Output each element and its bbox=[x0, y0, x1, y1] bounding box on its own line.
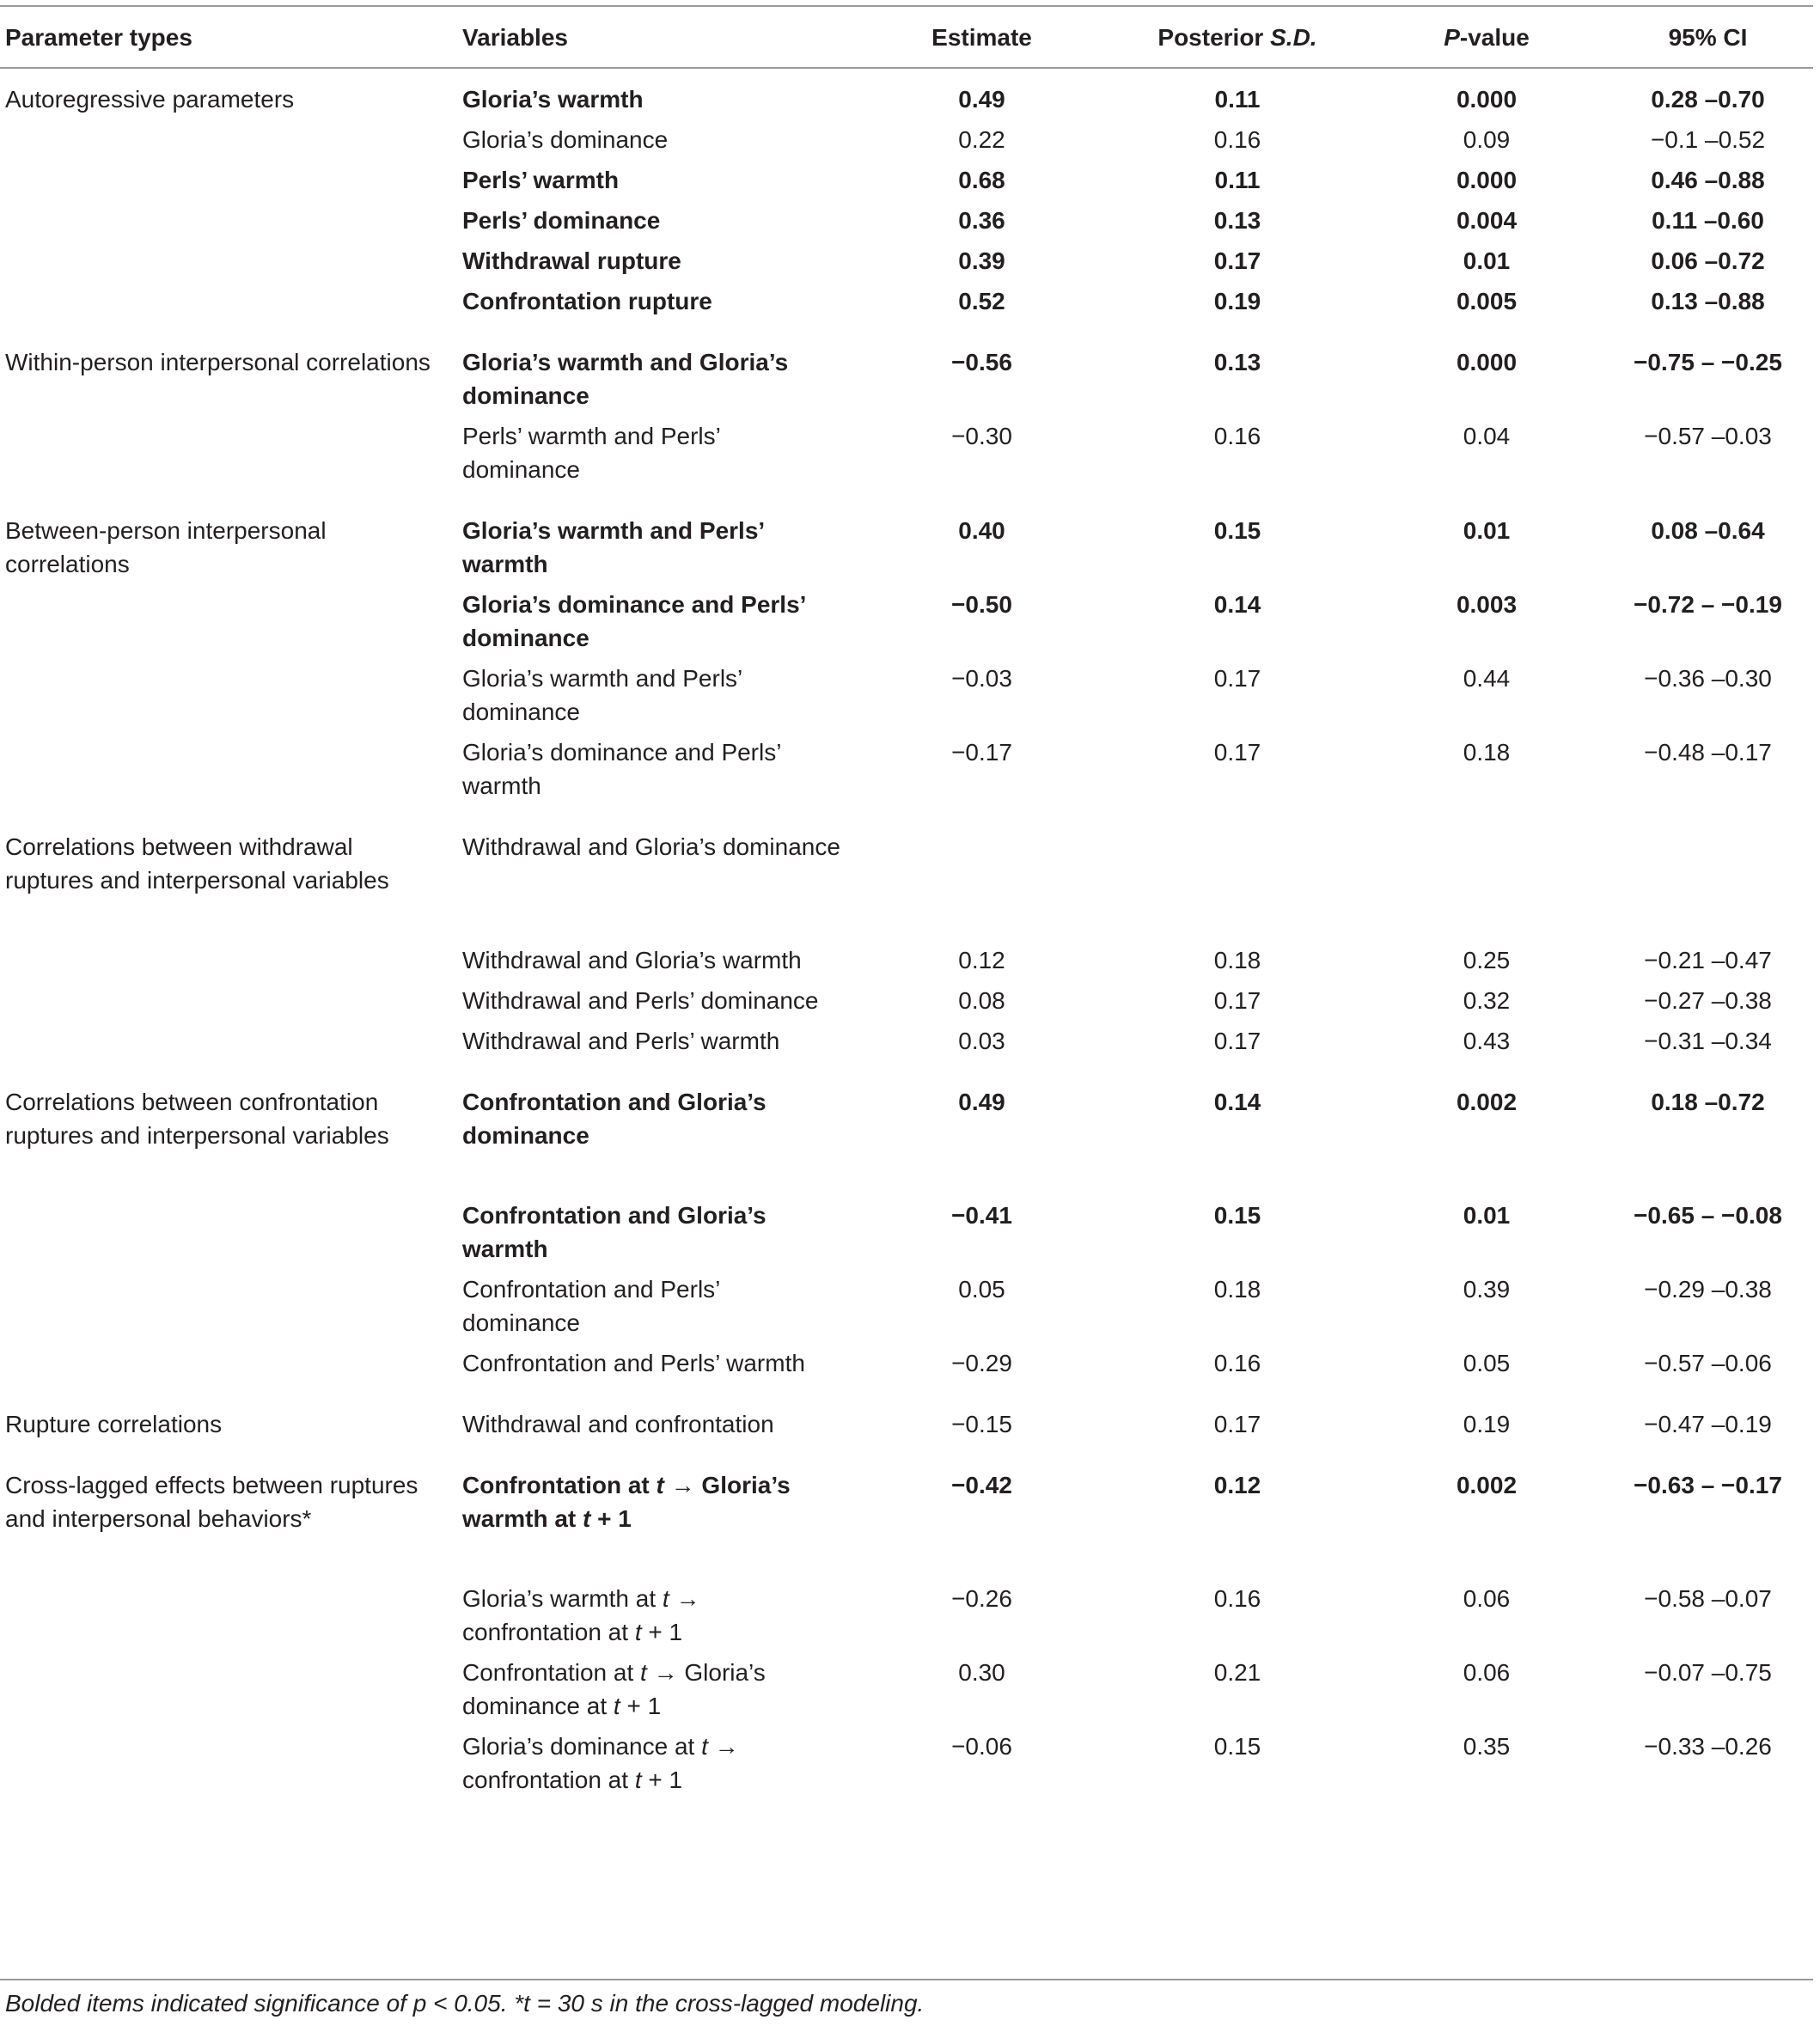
cell-posterior-sd bbox=[1104, 806, 1371, 900]
cell-parameter-type bbox=[0, 1652, 462, 1726]
cell-ci: −0.48 –0.17 bbox=[1644, 739, 1772, 766]
cell-posterior-sd: 0.16 bbox=[1213, 1350, 1261, 1376]
cell-estimate: 0.03 bbox=[958, 1028, 1005, 1054]
table-footnote: Bolded items indicated significance of p < 0.05. *t = 30 s in the cross-lagged modeling. bbox=[5, 1990, 925, 2017]
cell-ci: −0.63 – −0.17 bbox=[1634, 1472, 1782, 1498]
cell-parameter-type bbox=[0, 200, 462, 241]
header-posterior-sd-prefix: Posterior bbox=[1157, 23, 1271, 51]
header-p-value-rest: -value bbox=[1459, 23, 1530, 51]
cell-posterior-sd: 0.11 bbox=[1214, 86, 1261, 113]
cell-ci: 0.11 –0.60 bbox=[1652, 207, 1764, 234]
table-row bbox=[0, 68, 1813, 119]
table-bottom-rule bbox=[0, 1979, 1813, 1980]
cell-parameter-type bbox=[0, 160, 462, 200]
cell-parameter-type: Rupture correlations bbox=[5, 1411, 223, 1437]
cell-ci: −0.47 –0.19 bbox=[1644, 1411, 1772, 1437]
header-estimate: Estimate bbox=[931, 23, 1032, 51]
cell-parameter-type bbox=[0, 980, 462, 1021]
table-body bbox=[0, 68, 1813, 1800]
cell-posterior-sd: 0.14 bbox=[1213, 591, 1261, 618]
cell-parameter-type: Correlations between withdrawal ruptures and interpersonal variables bbox=[5, 833, 389, 894]
cell-variable: Gloria’s dominance bbox=[462, 126, 669, 153]
cell-estimate: 0.08 bbox=[958, 987, 1005, 1014]
cell-parameter-type bbox=[0, 1343, 462, 1383]
cell-posterior-sd: 0.13 bbox=[1213, 207, 1261, 234]
table-row bbox=[0, 732, 1813, 806]
cell-variable: Withdrawal rupture bbox=[462, 247, 681, 274]
table-row bbox=[0, 1061, 1813, 1156]
cell-ci: −0.29 –0.38 bbox=[1644, 1276, 1772, 1303]
cell-ci: −0.33 –0.26 bbox=[1644, 1733, 1772, 1760]
cell-estimate: −0.41 bbox=[951, 1202, 1012, 1229]
cell-p-value bbox=[1371, 806, 1603, 900]
cell-parameter-type: Within-person interpersonal correlations bbox=[5, 349, 431, 375]
cell-estimate: −0.42 bbox=[951, 1472, 1012, 1498]
cell-p-value: 0.002 bbox=[1456, 1089, 1518, 1115]
table-row bbox=[0, 900, 1813, 980]
time-variable: t bbox=[656, 1472, 664, 1498]
results-table bbox=[0, 5, 1813, 1800]
cell-estimate: 0.40 bbox=[958, 517, 1005, 544]
cell-posterior-sd: 0.16 bbox=[1213, 1585, 1261, 1612]
cell-p-value: 0.18 bbox=[1463, 739, 1511, 766]
table-row bbox=[0, 1652, 1813, 1726]
table-row bbox=[0, 1343, 1813, 1383]
cell-ci: −0.72 – −0.19 bbox=[1634, 591, 1782, 618]
cell-parameter-type bbox=[0, 1726, 462, 1800]
cell-parameter-type bbox=[0, 658, 462, 732]
cell-parameter-type bbox=[0, 1021, 462, 1061]
table-row bbox=[0, 1726, 1813, 1800]
cell-estimate: 0.39 bbox=[958, 247, 1005, 274]
cell-ci: 0.13 –0.88 bbox=[1651, 288, 1765, 314]
table-row bbox=[0, 281, 1813, 321]
cell-ci: −0.36 –0.30 bbox=[1644, 665, 1772, 692]
table-row bbox=[0, 241, 1813, 281]
cell-estimate: 0.30 bbox=[958, 1659, 1005, 1686]
table-row bbox=[0, 119, 1813, 160]
cell-variable: Gloria’s dominance and Perls’ dominance bbox=[462, 591, 805, 651]
cell-p-value: 0.35 bbox=[1463, 1733, 1511, 1760]
cell-variable: Confrontation and Gloria’s dominance bbox=[462, 1089, 766, 1149]
cell-posterior-sd: 0.17 bbox=[1213, 987, 1261, 1014]
header-posterior-sd bbox=[1104, 6, 1371, 68]
cell-variable: Confrontation rupture bbox=[462, 288, 712, 314]
table-header bbox=[0, 6, 1813, 68]
cell-estimate: −0.15 bbox=[951, 1411, 1012, 1437]
cell-estimate bbox=[859, 806, 1104, 900]
cell-estimate: −0.03 bbox=[951, 665, 1012, 692]
cell-p-value: 0.01 bbox=[1463, 247, 1511, 274]
cell-estimate: −0.30 bbox=[951, 423, 1012, 449]
cell-ci: −0.75 – −0.25 bbox=[1634, 349, 1782, 375]
cell-p-value: 0.01 bbox=[1463, 517, 1511, 544]
table-row bbox=[0, 1539, 1813, 1652]
cell-ci: −0.57 –0.03 bbox=[1644, 423, 1772, 449]
cell-estimate: 0.12 bbox=[958, 947, 1005, 973]
table-row bbox=[0, 1021, 1813, 1061]
cell-posterior-sd: 0.19 bbox=[1213, 288, 1261, 314]
table-row bbox=[0, 160, 1813, 200]
cell-p-value: 0.000 bbox=[1456, 167, 1518, 193]
cell-variable: Withdrawal and Perls’ warmth bbox=[462, 1028, 780, 1054]
cell-ci: −0.57 –0.06 bbox=[1644, 1350, 1772, 1376]
cell-p-value: 0.19 bbox=[1463, 1411, 1511, 1437]
cell-parameter-type: Between-person interpersonal correlations bbox=[5, 517, 327, 577]
cell-estimate: 0.68 bbox=[958, 167, 1005, 193]
cell-parameter-type bbox=[0, 900, 462, 980]
cell-p-value: 0.002 bbox=[1456, 1472, 1518, 1498]
cell-estimate: −0.56 bbox=[951, 349, 1012, 375]
table-row bbox=[0, 1444, 1813, 1539]
time-variable: t bbox=[634, 1619, 642, 1645]
cell-p-value: 0.01 bbox=[1463, 1202, 1511, 1229]
header-ci: 95% CI bbox=[1668, 23, 1748, 51]
cell-parameter-type bbox=[0, 1539, 462, 1652]
cell-posterior-sd: 0.18 bbox=[1213, 1276, 1261, 1303]
cell-estimate: −0.50 bbox=[951, 591, 1012, 618]
cell-variable: Gloria’s dominance and Perls’ warmth bbox=[462, 739, 781, 799]
cell-variable: Perls’ dominance bbox=[462, 207, 661, 234]
cell-ci: 0.28 –0.70 bbox=[1651, 86, 1765, 113]
table-row bbox=[0, 806, 1813, 900]
cell-p-value: 0.05 bbox=[1463, 1350, 1511, 1376]
cell-p-value: 0.000 bbox=[1456, 86, 1518, 113]
cell-variable: Gloria’s warmth and Perls’ dominance bbox=[462, 665, 742, 725]
cell-variable: Perls’ warmth bbox=[462, 167, 620, 193]
cell-estimate: −0.06 bbox=[951, 1733, 1012, 1760]
cell-variable: Confrontation and Gloria’s warmth bbox=[462, 1202, 766, 1262]
cell-ci: 0.06 –0.72 bbox=[1651, 247, 1765, 274]
cell-estimate: −0.29 bbox=[951, 1350, 1012, 1376]
cell-ci: −0.65 – −0.08 bbox=[1634, 1202, 1782, 1229]
cell-parameter-type bbox=[0, 416, 462, 490]
cell-parameter-type bbox=[0, 584, 462, 658]
cell-variable: Gloria’s warmth bbox=[462, 86, 644, 113]
cell-variable: Withdrawal and Gloria’s dominance bbox=[462, 833, 840, 860]
cell-p-value: 0.25 bbox=[1463, 947, 1511, 973]
cell-p-value: 0.003 bbox=[1456, 591, 1518, 618]
time-variable: t bbox=[640, 1659, 647, 1686]
cell-estimate: −0.17 bbox=[951, 739, 1012, 766]
header-row bbox=[0, 6, 1813, 68]
cell-parameter-type bbox=[0, 241, 462, 281]
header-variables: Variables bbox=[462, 23, 568, 51]
cell-p-value: 0.06 bbox=[1463, 1585, 1511, 1612]
time-variable: t bbox=[662, 1585, 669, 1612]
table-row bbox=[0, 321, 1813, 416]
time-variable: t bbox=[701, 1733, 708, 1760]
table-row bbox=[0, 1156, 1813, 1269]
cell-parameter-type: Cross-lagged effects between ruptures and interpersonal behaviors* bbox=[5, 1472, 418, 1532]
cell-ci: −0.58 –0.07 bbox=[1644, 1585, 1772, 1612]
time-variable: t bbox=[583, 1505, 591, 1532]
header-p-value-italic: P bbox=[1444, 23, 1460, 51]
cell-p-value: 0.06 bbox=[1463, 1659, 1511, 1686]
table-row bbox=[0, 416, 1813, 490]
cell-p-value: 0.44 bbox=[1463, 665, 1511, 692]
cell-estimate: −0.26 bbox=[951, 1585, 1012, 1612]
cell-posterior-sd: 0.21 bbox=[1213, 1659, 1261, 1686]
cell-variable: Gloria’s warmth and Perls’ warmth bbox=[462, 517, 764, 577]
cell-posterior-sd: 0.16 bbox=[1213, 423, 1261, 449]
header-posterior-sd-italic: S.D. bbox=[1270, 23, 1317, 51]
cell-estimate: 0.22 bbox=[958, 126, 1005, 153]
cell-p-value: 0.09 bbox=[1463, 126, 1511, 153]
cell-posterior-sd: 0.16 bbox=[1213, 126, 1261, 153]
cell-posterior-sd: 0.17 bbox=[1213, 247, 1261, 274]
cell-ci: 0.18 –0.72 bbox=[1651, 1089, 1765, 1115]
cell-posterior-sd: 0.17 bbox=[1213, 665, 1261, 692]
cell-ci: −0.21 –0.47 bbox=[1644, 947, 1772, 973]
cell-posterior-sd: 0.15 bbox=[1213, 1733, 1261, 1760]
cell-parameter-type bbox=[0, 281, 462, 321]
cell-posterior-sd: 0.17 bbox=[1213, 1411, 1261, 1437]
cell-ci: −0.07 –0.75 bbox=[1644, 1659, 1772, 1686]
cell-posterior-sd: 0.14 bbox=[1213, 1089, 1261, 1115]
cell-p-value: 0.004 bbox=[1456, 207, 1518, 234]
cell-p-value: 0.005 bbox=[1456, 288, 1518, 314]
table-row bbox=[0, 584, 1813, 658]
cell-p-value: 0.04 bbox=[1463, 423, 1511, 449]
cell-parameter-type bbox=[0, 732, 462, 806]
cell-posterior-sd: 0.15 bbox=[1213, 517, 1261, 544]
table-row bbox=[0, 490, 1813, 584]
cell-p-value: 0.39 bbox=[1463, 1276, 1511, 1303]
cell-estimate: 0.49 bbox=[958, 86, 1005, 113]
cell-ci: 0.08 –0.64 bbox=[1651, 517, 1765, 544]
header-p-value bbox=[1371, 6, 1603, 68]
table-row bbox=[0, 1269, 1813, 1343]
cell-ci bbox=[1603, 806, 1813, 900]
cell-variable: Withdrawal and Gloria’s warmth bbox=[462, 947, 802, 973]
cell-ci: −0.27 –0.38 bbox=[1644, 987, 1772, 1014]
cell-ci: −0.1 –0.52 bbox=[1650, 126, 1766, 153]
cell-parameter-type: Correlations between confrontation ruptures and interpersonal variables bbox=[5, 1089, 389, 1149]
cell-estimate: 0.52 bbox=[958, 288, 1005, 314]
cell-ci: −0.31 –0.34 bbox=[1644, 1028, 1772, 1054]
cell-variable: Confrontation and Perls’ dominance bbox=[462, 1276, 720, 1336]
cell-estimate: 0.36 bbox=[958, 207, 1005, 234]
cell-posterior-sd: 0.18 bbox=[1213, 947, 1261, 973]
time-variable: t bbox=[634, 1767, 642, 1793]
cell-estimate: 0.05 bbox=[958, 1276, 1005, 1303]
cell-ci: 0.46 –0.88 bbox=[1651, 167, 1765, 193]
cell-variable: Confrontation at t → Gloria’s warmth at t + 1 bbox=[462, 1472, 791, 1532]
cell-parameter-type bbox=[0, 1156, 462, 1269]
cell-parameter-type: Autoregressive parameters bbox=[5, 86, 295, 113]
cell-variable: Gloria’s warmth and Gloria’s dominance bbox=[462, 349, 789, 409]
cell-posterior-sd: 0.15 bbox=[1213, 1202, 1261, 1229]
cell-posterior-sd: 0.12 bbox=[1213, 1472, 1261, 1498]
table-row bbox=[0, 1383, 1813, 1444]
cell-p-value: 0.43 bbox=[1463, 1028, 1511, 1054]
cell-variable: Confrontation and Perls’ warmth bbox=[462, 1350, 805, 1376]
cell-posterior-sd: 0.17 bbox=[1213, 1028, 1261, 1054]
cell-variable: Confrontation at t → Gloria’s dominance at t + 1 bbox=[462, 1659, 766, 1719]
table-row bbox=[0, 980, 1813, 1021]
cell-variable: Gloria’s warmth at t → confrontation at t + 1 bbox=[462, 1585, 700, 1645]
cell-estimate: 0.49 bbox=[958, 1089, 1005, 1115]
cell-posterior-sd: 0.13 bbox=[1213, 349, 1261, 375]
cell-posterior-sd: 0.11 bbox=[1214, 167, 1261, 193]
time-variable: t bbox=[613, 1693, 620, 1719]
cell-variable: Withdrawal and confrontation bbox=[462, 1411, 774, 1437]
table-row bbox=[0, 200, 1813, 241]
cell-posterior-sd: 0.17 bbox=[1213, 739, 1261, 766]
cell-p-value: 0.000 bbox=[1456, 349, 1518, 375]
cell-variable: Gloria’s dominance at t → confrontation at t + 1 bbox=[462, 1733, 739, 1793]
table-row bbox=[0, 658, 1813, 732]
cell-parameter-type bbox=[0, 119, 462, 160]
cell-variable: Perls’ warmth and Perls’ dominance bbox=[462, 423, 720, 483]
cell-parameter-type bbox=[0, 1269, 462, 1343]
header-parameter-types: Parameter types bbox=[5, 23, 192, 51]
cell-p-value: 0.32 bbox=[1463, 987, 1511, 1014]
cell-variable: Withdrawal and Perls’ dominance bbox=[462, 987, 819, 1014]
